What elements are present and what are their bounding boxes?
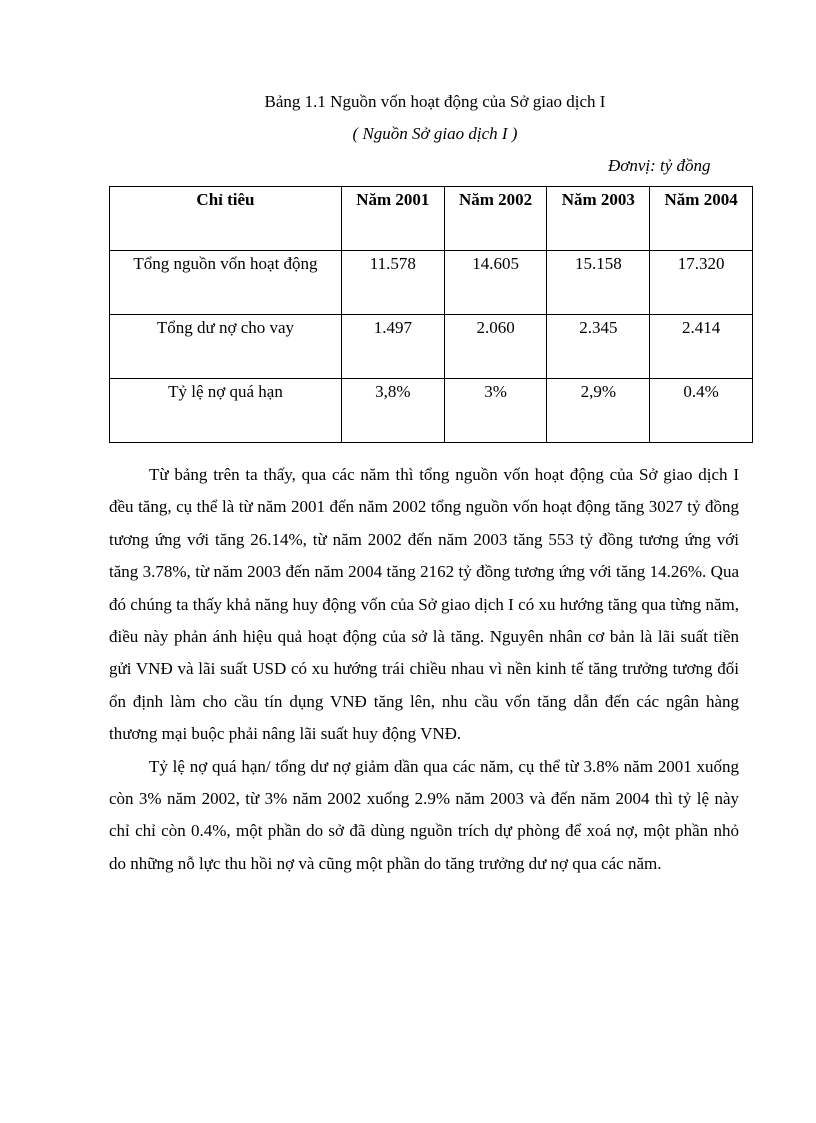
table-row (110, 379, 753, 443)
header-year-2004: Năm 2004 (650, 187, 753, 251)
table-cell: 2.414 (650, 315, 753, 379)
header-year-2001: Năm 2001 (341, 187, 444, 251)
table-cell: 0.4% (650, 379, 753, 443)
table-cell: 3% (444, 379, 547, 443)
header-year-2002: Năm 2002 (444, 187, 547, 251)
row-label: Tổng nguồn vốn hoạt động (110, 251, 342, 315)
table-unit: Đơnvị: tỷ đồng (608, 156, 711, 175)
table-source: ( Nguồn Sở giao dịch I ) (352, 124, 518, 143)
table-row (110, 315, 753, 379)
table-cell: 3,8% (341, 379, 444, 443)
capital-table (109, 186, 753, 443)
row-label: Tỷ lệ nợ quá hạn (110, 379, 342, 443)
header-indicator: Chỉ tiêu (110, 187, 342, 251)
header-year-2003: Năm 2003 (547, 187, 650, 251)
table-cell: 11.578 (341, 251, 444, 315)
paragraph: Từ bảng trên ta thấy, qua các năm thì tổng nguồn vốn hoạt động của Sở giao dịch I đều tăng, cụ thể là từ năm 2001 đến năm 2002 tổng nguồn vốn hoạt động tăng 3027 tỷ đồng tương ứng với tăng 26.14%, từ năm 2002 đến năm 2003 tăng 553 tỷ đồng tương ứng với tăng 3.78%, từ năm 2003 đến năm 2004 tăng 2162 tỷ đồng tương ứng với tăng 14.26%. Qua đó chúng ta thấy khả năng huy động vốn của Sở giao dịch I có xu hướng tăng qua từng năm, điều này phản ánh hiệu quả hoạt động của sở là tăng. Nguyên nhân cơ bản là lãi suất tiền gửi VNĐ và lãi suất USD có xu hướng trái chiều nhau vì nền kinh tế tăng trưởng tương đối ổn định làm cho cầu tín dụng VNĐ tăng lên, nhu cầu vốn tăng dẫn đến các ngân hàng thương mại buộc phải nâng lãi suất huy động VNĐ. (109, 465, 739, 744)
row-label: Tổng dư nợ cho vay (110, 315, 342, 379)
table-cell: 2,9% (547, 379, 650, 443)
table-cell: 2.345 (547, 315, 650, 379)
table-cell: 17.320 (650, 251, 753, 315)
table-cell: 15.158 (547, 251, 650, 315)
table-title: Bảng 1.1 Nguồn vốn hoạt động của Sở giao dịch I (264, 92, 606, 111)
table-row (110, 251, 753, 315)
table-cell: 1.497 (341, 315, 444, 379)
table-cell: 2.060 (444, 315, 547, 379)
paragraph: Tỷ lệ nợ quá hạn/ tổng dư nợ giảm dần qua các năm, cụ thể từ 3.8% năm 2001 xuống còn 3% năm 2002, từ 3% năm 2002 xuống 2.9% năm 2003 và đến năm 2004 thì tỷ lệ này chỉ chỉ còn 0.4%, một phần do sở đã dùng nguồn trích dự phòng để xoá nợ, một phần nhỏ do những nỗ lực thu hồi nợ và cũng một phần do tăng trưởng dư nợ qua các năm. (109, 756, 739, 873)
body-text (109, 459, 739, 880)
table-cell: 14.605 (444, 251, 547, 315)
table-header-row (110, 187, 753, 251)
